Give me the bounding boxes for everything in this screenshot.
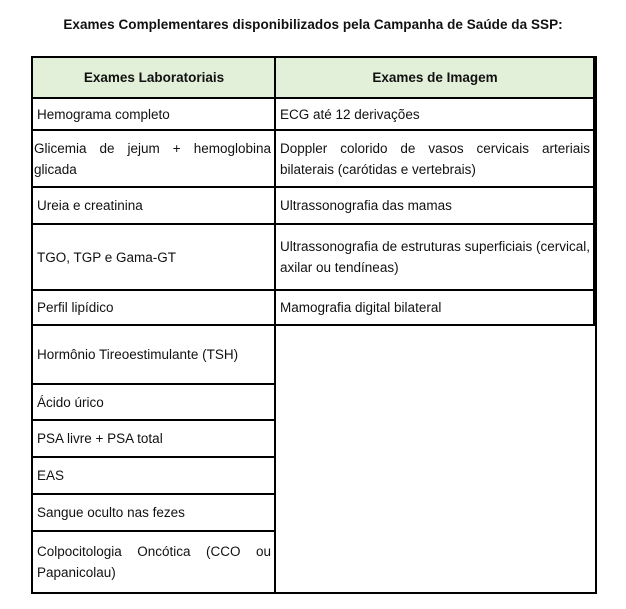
table-row-lab-8 [33, 421, 274, 458]
table-row-lab-5 [33, 291, 274, 326]
lab-exam-label: EAS [37, 468, 65, 483]
lab-exam-label: Hemograma completo [37, 106, 170, 122]
table-row-lab-9 [33, 458, 274, 495]
page-title: Exames Complementares disponibilizados pela Campanha de Saúde da SSP: [63, 17, 563, 32]
table-row-lab-7 [33, 385, 274, 421]
lab-exam-label: PSA livre + PSA total [37, 431, 163, 446]
lab-exam-label: Ureia e creatinina [37, 198, 143, 213]
imaging-exams-header: Exames de Imagem [276, 58, 595, 99]
imaging-exams-column [276, 58, 595, 326]
table-row-lab-11 [33, 532, 274, 592]
lab-exam-label: Ácido úrico [37, 394, 104, 410]
table-row-lab-1 [33, 99, 274, 131]
lab-exam-label: Hormônio Tireoestimulante (TSH) [37, 347, 239, 362]
lab-exam-label: Perfil lipídico [37, 300, 114, 315]
imaging-exam-label: Ultrassonografia de estruturas superficiais (cervical, axilar ou tendíneas) [280, 239, 590, 275]
lab-exam-label: Glicemia de jejum + hemoglobina glicada [34, 140, 271, 177]
table-row-lab-3 [33, 188, 274, 225]
table-row-imaging-5 [276, 291, 595, 326]
table-row-lab-10 [33, 495, 274, 532]
lab-exams-column [33, 58, 276, 592]
table-row-imaging-1 [276, 99, 595, 131]
imaging-exam-label: ECG até 12 derivações [280, 106, 420, 122]
table-row-imaging-4 [276, 225, 595, 291]
table-row-lab-6 [33, 326, 274, 385]
table-row-imaging-3 [276, 188, 595, 225]
imaging-exam-label: Mamografia digital bilateral [280, 300, 442, 315]
table-row-imaging-2 [276, 131, 595, 188]
lab-exam-label: TGO, TGP e Gama-GT [37, 249, 177, 265]
exams-table [31, 56, 597, 594]
lab-exam-label: Sangue oculto nas fezes [37, 505, 185, 520]
table-row-lab-4 [33, 225, 274, 291]
imaging-exam-label: Ultrassonografia das mamas [280, 198, 452, 213]
lab-exam-label: Colpocitologia Oncótica (CCO ou Papanicolau) [37, 544, 271, 580]
table-row-lab-2 [33, 131, 274, 188]
imaging-exam-label: Doppler colorido de vasos cervicais arteriais bilaterais (carótidas e vertebrais) [280, 140, 590, 177]
lab-exams-header: Exames Laboratoriais [33, 58, 274, 99]
